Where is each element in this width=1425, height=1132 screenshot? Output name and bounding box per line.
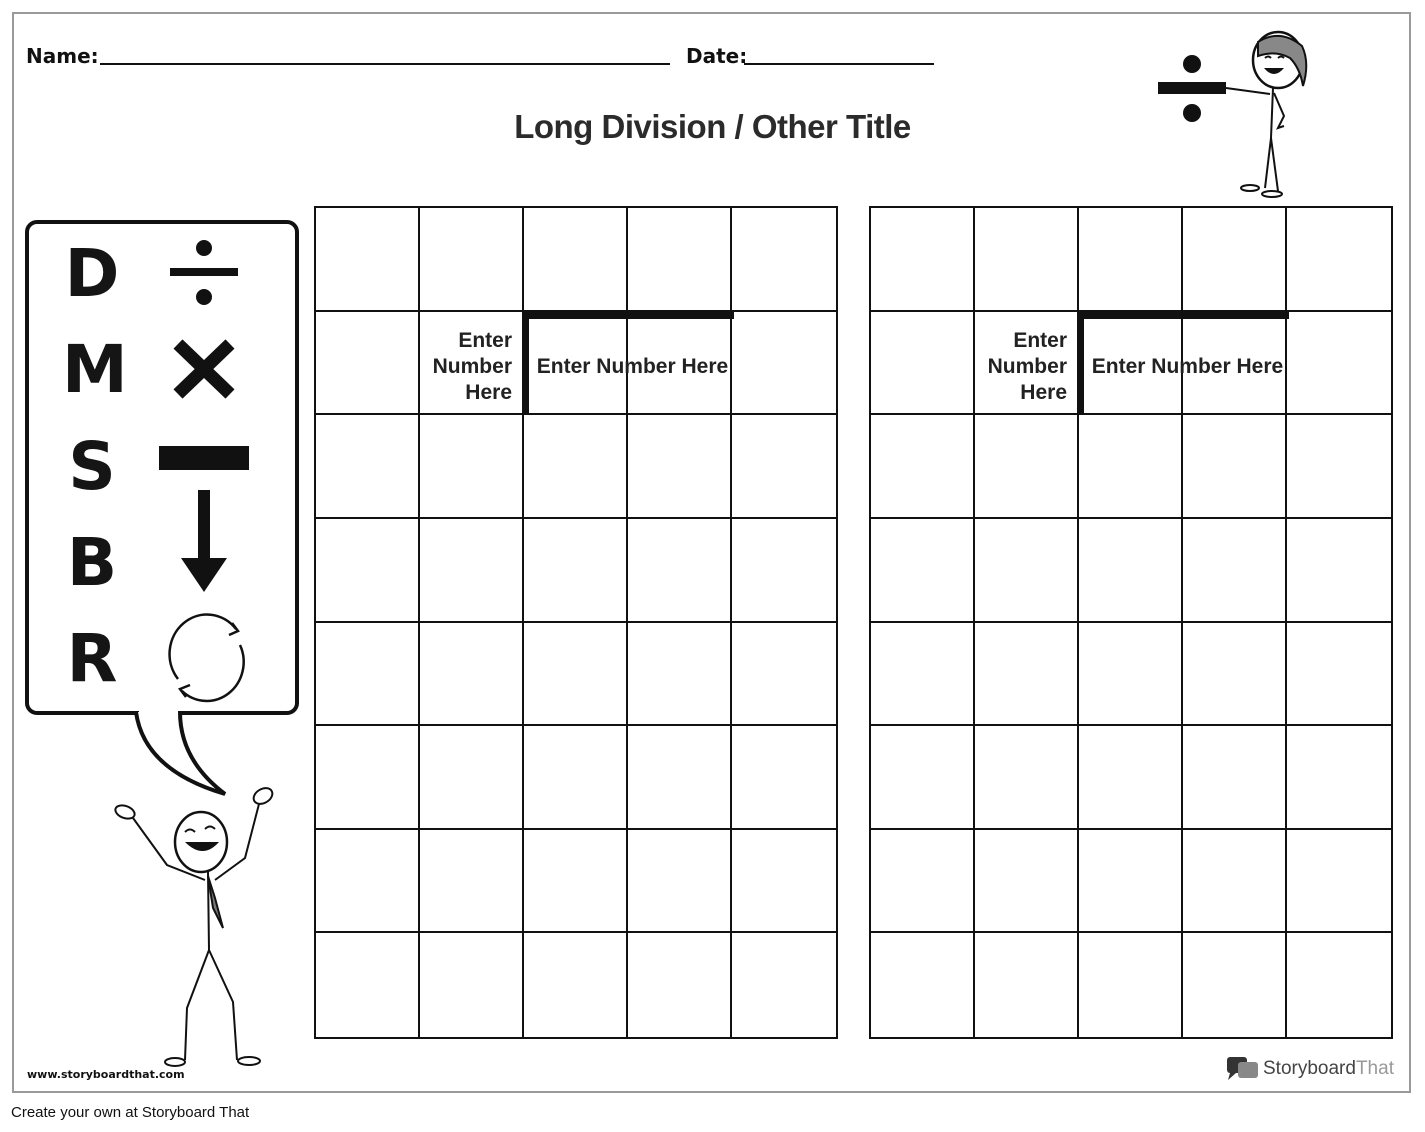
grid-cell[interactable]: [732, 415, 836, 519]
page-title: Long Division / Other Title: [514, 108, 911, 145]
grid-cell[interactable]: [628, 208, 732, 312]
grid-cell[interactable]: [1287, 830, 1391, 934]
grid-cell[interactable]: [1183, 519, 1287, 623]
repeat-cycle-icon: [160, 607, 250, 703]
grid-cell[interactable]: [1287, 415, 1391, 519]
grid-cell[interactable]: [524, 208, 628, 312]
grid-cell[interactable]: [1079, 208, 1183, 312]
grid-cell[interactable]: [628, 726, 732, 830]
grid-cell[interactable]: [316, 415, 420, 519]
grid-cell[interactable]: [732, 623, 836, 727]
date-label: Date:: [686, 44, 748, 68]
grid-cell[interactable]: [420, 933, 524, 1037]
grid-cell[interactable]: [628, 933, 732, 1037]
step-letter-m: M: [62, 331, 128, 408]
storyboardthat-logo: [1226, 1056, 1394, 1082]
divisor-input-2[interactable]: [975, 328, 1067, 406]
grid-cell[interactable]: [1183, 623, 1287, 727]
grid-cell[interactable]: [975, 415, 1079, 519]
subtract-icon: [158, 445, 250, 471]
grid-cell[interactable]: [732, 312, 836, 416]
divisor-line: Enter: [1013, 329, 1067, 352]
step-letter-d: D: [64, 235, 120, 312]
grid-cell[interactable]: [871, 415, 975, 519]
grid-cell[interactable]: [732, 519, 836, 623]
grid-cell[interactable]: [871, 830, 975, 934]
grid-cell[interactable]: [316, 623, 420, 727]
grid-cell[interactable]: [420, 830, 524, 934]
grid-cell[interactable]: [871, 519, 975, 623]
divisor-input-1[interactable]: [420, 328, 512, 406]
grid-cell[interactable]: [732, 726, 836, 830]
bring-down-arrow-icon: [178, 490, 230, 594]
grid-cell[interactable]: [420, 208, 524, 312]
dividend-input-1[interactable]: Enter Number Here: [536, 355, 729, 378]
name-field[interactable]: [100, 63, 670, 65]
grid-cell[interactable]: [975, 933, 1079, 1037]
divisor-line: Number: [432, 355, 512, 378]
grid-cell[interactable]: [524, 933, 628, 1037]
date-field[interactable]: [744, 63, 934, 65]
grid-cell[interactable]: [1287, 933, 1391, 1037]
divisor-line: Here: [465, 381, 512, 404]
grid-cell[interactable]: [975, 208, 1079, 312]
grid-cell[interactable]: [316, 933, 420, 1037]
step-letter-b: B: [66, 524, 118, 601]
divisor-line: Number: [987, 355, 1067, 378]
grid-cell[interactable]: [316, 830, 420, 934]
grid-cell[interactable]: [1079, 415, 1183, 519]
grid-cell[interactable]: [1287, 208, 1391, 312]
cheering-character: [105, 780, 285, 1070]
grid-cell[interactable]: [1287, 726, 1391, 830]
grid-cell[interactable]: [1183, 208, 1287, 312]
name-label: Name:: [26, 44, 99, 68]
grid-cell[interactable]: [975, 623, 1079, 727]
grid-cell[interactable]: [732, 208, 836, 312]
grid-cell[interactable]: [1079, 933, 1183, 1037]
step-letter-r: R: [66, 620, 118, 697]
grid-cell[interactable]: [628, 830, 732, 934]
grid-cell[interactable]: [1079, 519, 1183, 623]
grid-cell[interactable]: [628, 623, 732, 727]
grid-cell[interactable]: [975, 519, 1079, 623]
grid-cell[interactable]: [1287, 312, 1391, 416]
grid-cell[interactable]: [316, 726, 420, 830]
brand-first: Storyboard: [1263, 1058, 1356, 1079]
grid-cell[interactable]: [524, 519, 628, 623]
character-with-divide-sign: [1150, 28, 1320, 203]
grid-cell[interactable]: [871, 623, 975, 727]
grid-cell[interactable]: [524, 830, 628, 934]
multiply-icon: [170, 338, 238, 400]
grid-cell[interactable]: [420, 519, 524, 623]
grid-cell[interactable]: [975, 830, 1079, 934]
grid-cell[interactable]: [420, 415, 524, 519]
grid-cell[interactable]: [871, 726, 975, 830]
footer-url: www.storyboardthat.com: [27, 1068, 185, 1081]
grid-cell[interactable]: [1079, 830, 1183, 934]
grid-cell[interactable]: [1079, 726, 1183, 830]
grid-cell[interactable]: [732, 933, 836, 1037]
divide-icon: [160, 238, 250, 308]
divisor-line: Here: [1020, 381, 1067, 404]
create-your-own-link[interactable]: Create your own at Storyboard That: [11, 1104, 250, 1121]
grid-cell[interactable]: [316, 312, 420, 416]
grid-cell[interactable]: [1183, 933, 1287, 1037]
grid-cell[interactable]: [732, 830, 836, 934]
grid-cell[interactable]: [628, 519, 732, 623]
grid-cell[interactable]: [1183, 726, 1287, 830]
grid-cell[interactable]: [316, 519, 420, 623]
speech-bubbles-logo-icon: [1226, 1056, 1260, 1082]
grid-cell[interactable]: [1183, 830, 1287, 934]
grid-cell[interactable]: [420, 623, 524, 727]
grid-cell[interactable]: [524, 415, 628, 519]
dividend-input-2[interactable]: Enter Number Here: [1091, 355, 1284, 378]
grid-cell[interactable]: [1287, 519, 1391, 623]
grid-cell[interactable]: [628, 415, 732, 519]
grid-cell[interactable]: [871, 208, 975, 312]
grid-cell[interactable]: [871, 312, 975, 416]
grid-cell[interactable]: [1079, 623, 1183, 727]
grid-cell[interactable]: [420, 726, 524, 830]
divisor-line: Enter: [458, 329, 512, 352]
grid-cell[interactable]: [316, 208, 420, 312]
grid-cell[interactable]: [524, 623, 628, 727]
brand-second: That: [1355, 1058, 1394, 1079]
grid-cell[interactable]: [524, 726, 628, 830]
grid-cell[interactable]: [1287, 623, 1391, 727]
grid-cell[interactable]: [975, 726, 1079, 830]
grid-cell[interactable]: [871, 933, 975, 1037]
step-letter-s: S: [68, 428, 116, 505]
grid-cell[interactable]: [1183, 415, 1287, 519]
